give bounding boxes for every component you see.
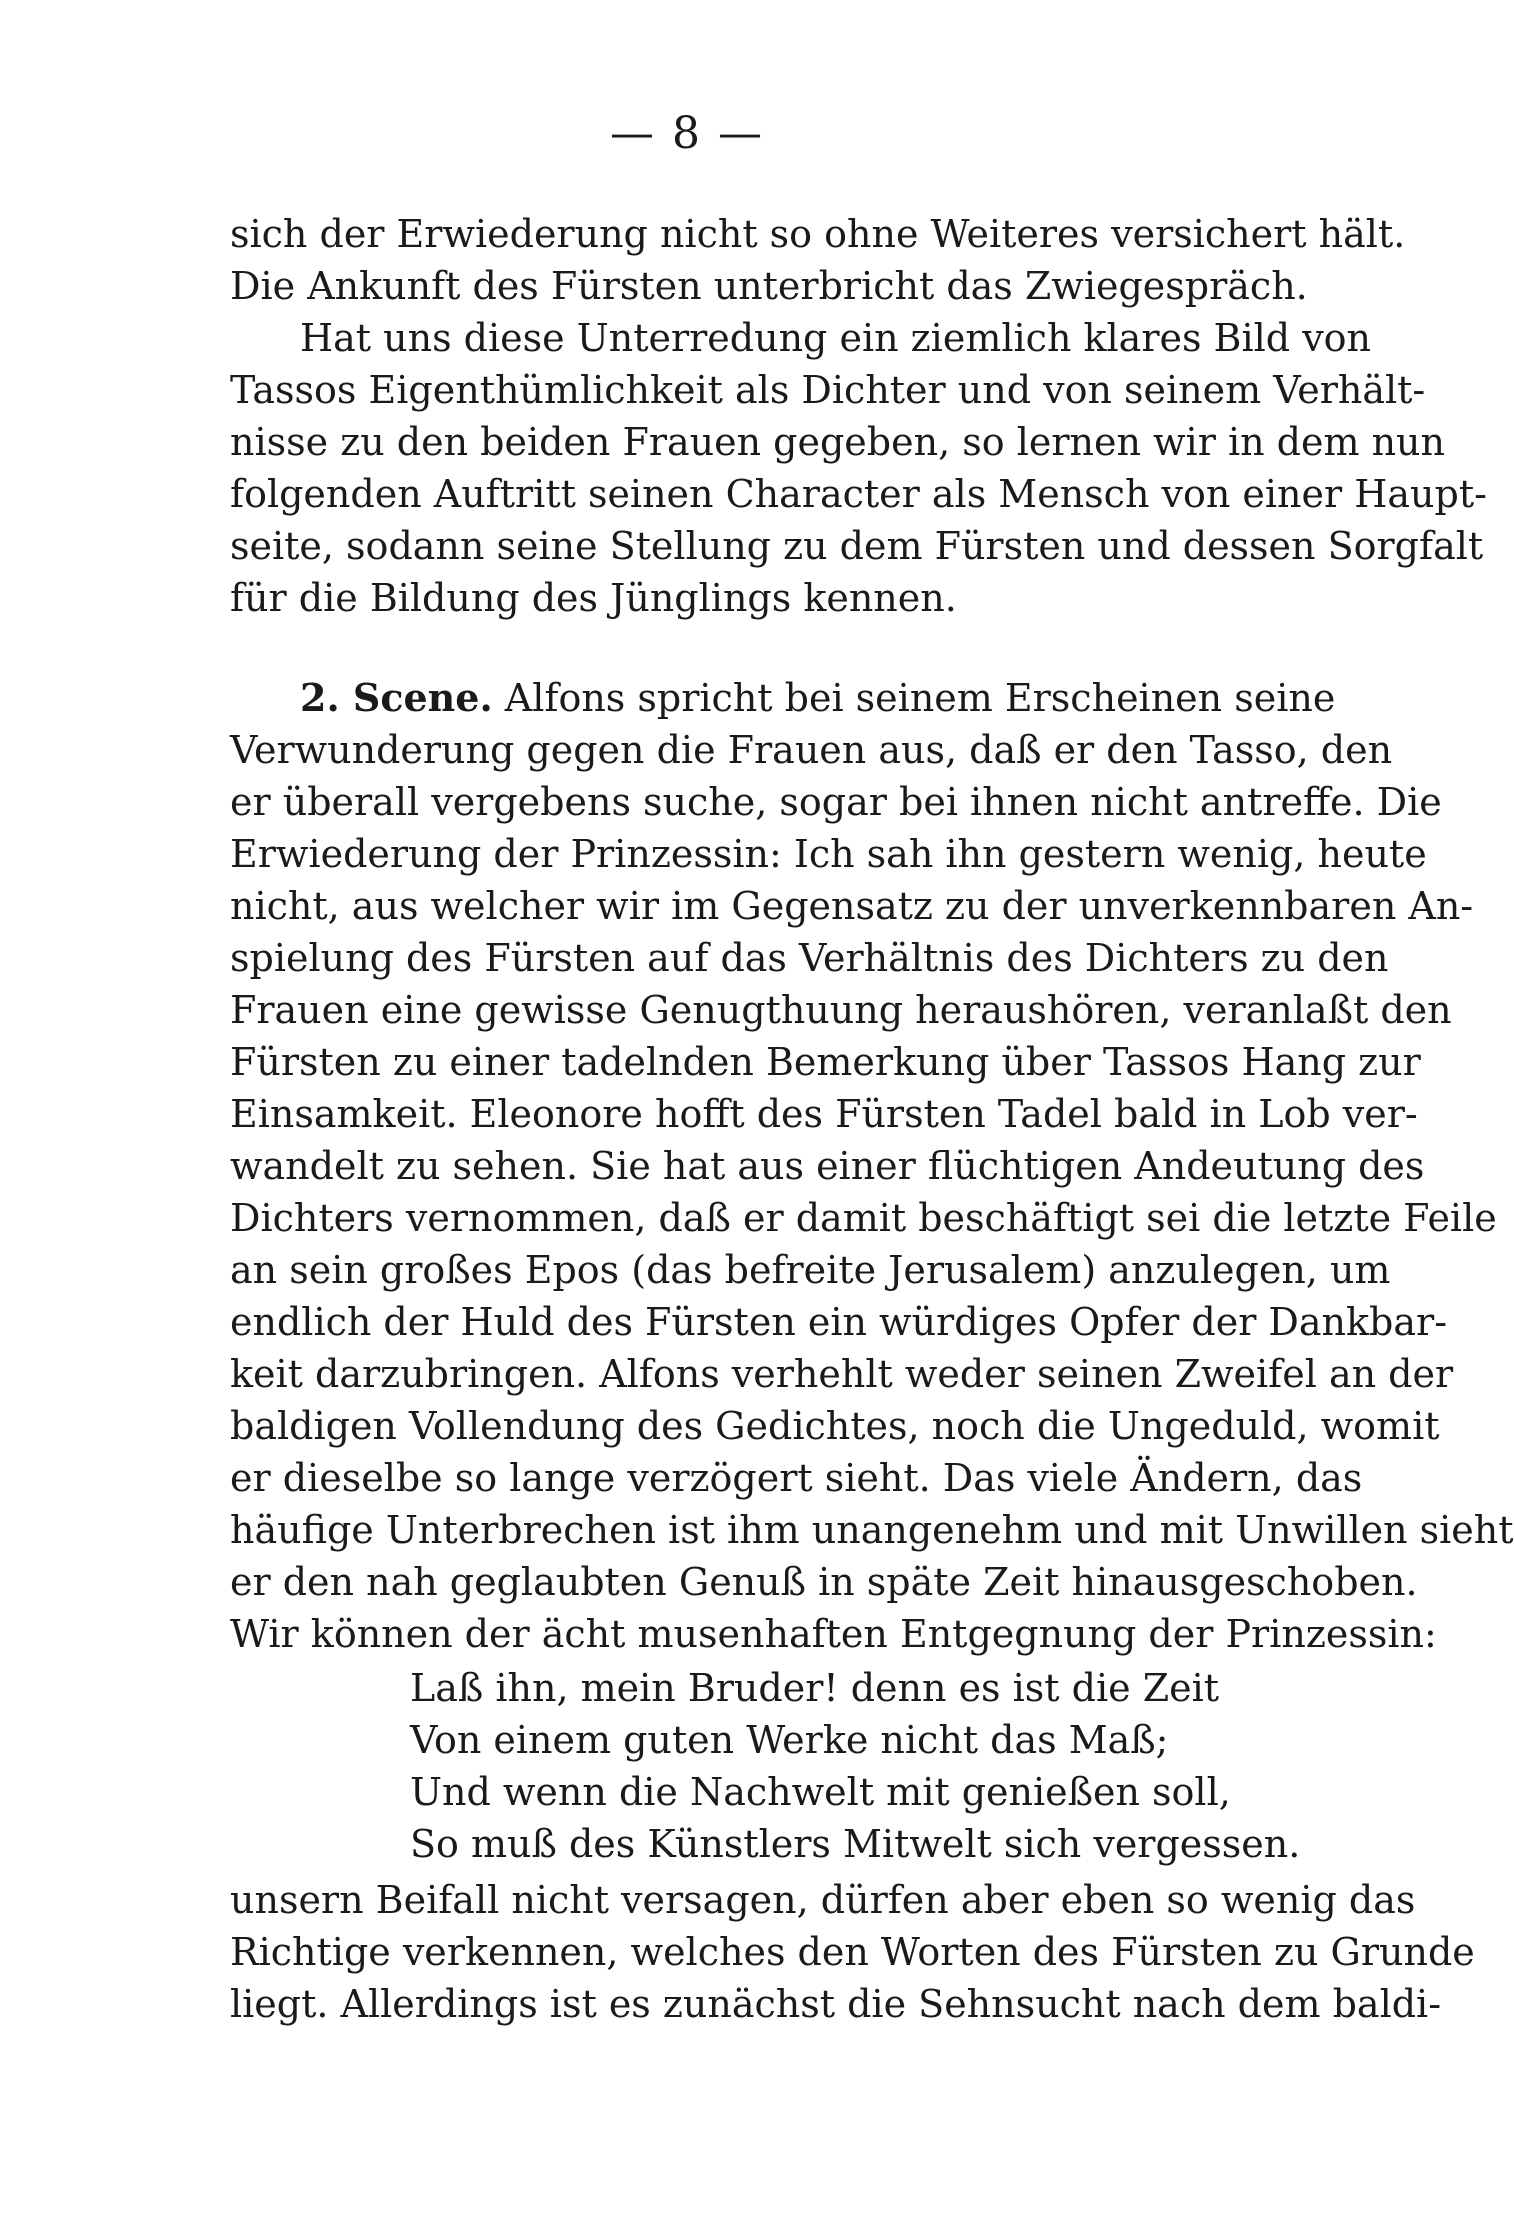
paragraph-start-line: Hat uns diese Unterredung ein ziemlich klares Bild von [300,316,1372,360]
text-line: für die Bildung des Jünglings kennen. [230,576,957,620]
text-line: Fürsten zu einer tadelnden Bemerkung über Tassos Hang zur [230,1040,1421,1084]
text-line: seite, sodann seine Stellung zu dem Fürsten und dessen Sorgfalt [230,524,1484,568]
text-line: häufige Unterbrechen ist ihm unangenehm und mit Unwillen sieht [230,1508,1514,1552]
scene-label: 2. Scene. [300,675,493,720]
text-line: endlich der Huld des Fürsten ein würdiges Opfer der Dankbar- [230,1300,1448,1344]
text-line: wandelt zu sehen. Sie hat aus einer flüchtigen Andeutung des [230,1144,1425,1188]
text-line: Richtige verkennen, welches den Worten des Fürsten zu Grunde [230,1930,1475,1974]
text-line: Frauen eine gewisse Genugthuung heraushören, veranlaßt den [230,988,1452,1032]
text-line: spielung des Fürsten auf das Verhältnis des Dichters zu den [230,936,1389,980]
text-line: nicht, aus welcher wir im Gegensatz zu der unverkennbaren An- [230,884,1474,928]
text-line: Erwiederung der Prinzessin: Ich sah ihn gestern wenig, heute [230,832,1427,876]
text-line: er den nah geglaubten Genuß in späte Zeit hinausgeschoben. [230,1560,1418,1604]
text-line: Einsamkeit. Eleonore hofft des Fürsten Tadel bald in Lob ver- [230,1092,1418,1136]
text-line: keit darzubringen. Alfons verhehlt weder seinen Zweifel an der [230,1352,1454,1396]
text-line: sich der Erwiederung nicht so ohne Weiteres versichert hält. [230,212,1406,256]
page-number: — 8 — [610,108,764,159]
verse-line: So muß des Künstlers Mitwelt sich vergessen. [410,1822,1301,1866]
text-line: Verwunderung gegen die Frauen aus, daß er den Tasso, den [230,728,1393,772]
scene-heading-line [300,672,1336,724]
scene-heading-text: Alfons spricht bei seinem Erscheinen seine [504,676,1336,720]
text-line: Dichters vernommen, daß er damit beschäftigt sei die letzte Feile [230,1196,1497,1240]
verse-line: Von einem guten Werke nicht das Maß; [410,1718,1169,1762]
verse-line: Laß ihn, mein Bruder! denn es ist die Zeit [410,1666,1220,1710]
text-line: liegt. Allerdings ist es zunächst die Sehnsucht nach dem baldi- [230,1982,1442,2026]
text-line: folgenden Auftritt seinen Character als Mensch von einer Haupt- [230,472,1487,516]
text-line: Wir können der ächt musenhaften Entgegnung der Prinzessin: [230,1612,1437,1656]
text-line: unsern Beifall nicht versagen, dürfen aber eben so wenig das [230,1878,1416,1922]
verse-line: Und wenn die Nachwelt mit genießen soll, [410,1770,1231,1814]
text-line: Die Ankunft des Fürsten unterbricht das Zwiegespräch. [230,264,1308,308]
text-line: Tassos Eigenthümlichkeit als Dichter und von seinem Verhält- [230,368,1426,412]
text-line: nisse zu den beiden Frauen gegeben, so lernen wir in dem nun [230,420,1445,464]
text-line: an sein großes Epos (das befreite Jerusalem) anzulegen, um [230,1248,1391,1292]
text-line: er dieselbe so lange verzögert sieht. Das viele Ändern, das [230,1456,1363,1500]
text-line: baldigen Vollendung des Gedichtes, noch die Ungeduld, womit [230,1404,1440,1448]
text-line: er überall vergebens suche, sogar bei ihnen nicht antreffe. Die [230,780,1442,824]
